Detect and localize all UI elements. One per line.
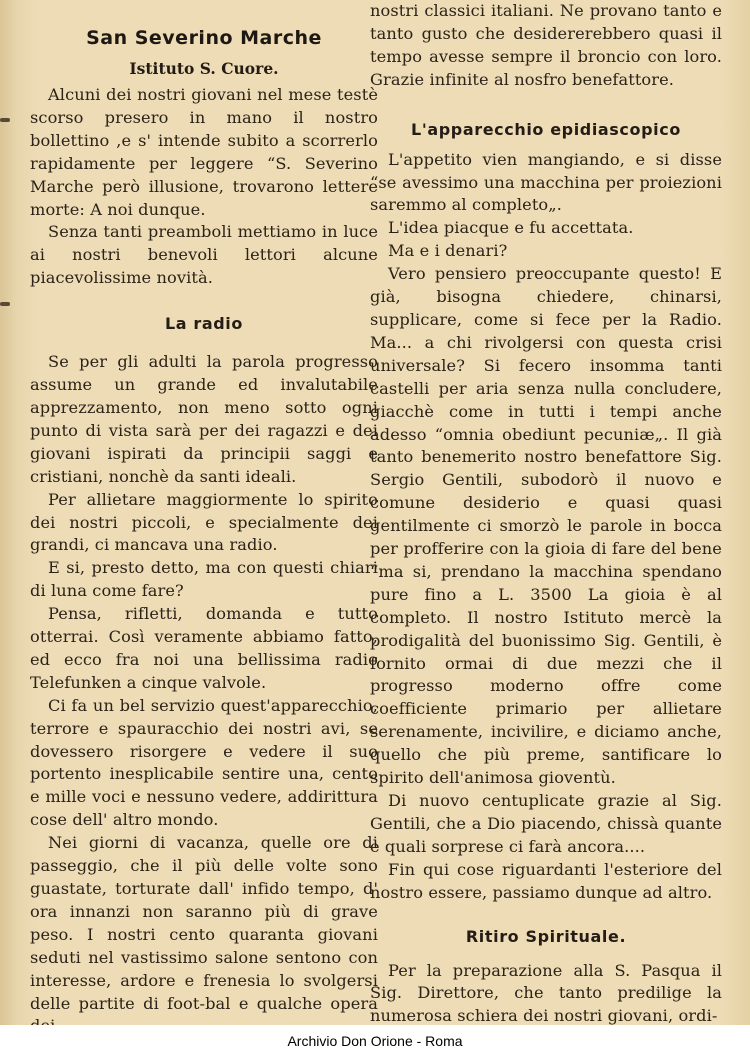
radio-paragraph: Ci fa un bel servizio quest'apparecchio, terrore e spauracchio dei nostri avi, se dovessero risorgere e vedere il suo portento inesplicabile sentire una, cento e mille voci e nessuno vedere, addirittura cose dell' altro mondo.: [30, 695, 378, 830]
radio-paragraph: Nei giorni di vacanza, quelle ore di passeggio, che il più delle volte sono guastate, torturate dall' infido tempo, d' ora innanzi non saranno più di grave peso. I nostri cento quaranta giovani seduti nel vastissimo salone sentono con interesse, ardore e frenesia lo svolgersi delle partite di foot-bal e qualche opera: [30, 833, 378, 1013]
radio-paragraph: Pensa, rifletti, domanda e tutto otterrai. Così veramente abbiamo fatto, ed ecco fra noi una bellissima radio Telefunken a cinque valvole.: [30, 604, 378, 692]
epidiascope-paragraph: L'idea piacque e fu accettata.: [388, 218, 634, 238]
epidiascope-paragraph: L'appetito vien mangiando, e si disse “se avessimo una macchina per proiezioni saremmo al completo„.: [370, 149, 722, 215]
epidiascope-section-title: L'apparecchio epidiascopico: [411, 119, 681, 139]
intro-paragraph: Senza tanti preamboli mettiamo in luce ai nostri benevoli lettori alcune piacevolissime novità.: [30, 222, 378, 288]
epidiascope-paragraph: Fin qui cose riguardanti l'esteriore del nostro essere, passiamo dunque ad altro.: [370, 859, 722, 902]
page-title: San Severino Marche: [86, 27, 322, 49]
radio-continuation: nostri classici italiani. Ne provano tanto e tanto gusto che desidererebbero quasi il tempo avesse sempre il broncio con loro. Grazie infinite al nosfro benefattore.: [370, 1, 722, 89]
epidiascope-paragraph: Di nuovo centuplicate grazie al Sig. Gentili, che a Dio piacendo, chissà quante e quali sorprese ci farà ancora....: [370, 791, 722, 856]
radio-paragraph: Se per gli adulti la parola progresso assume un grande ed invalutabile apprezzamento, non meno sotto ogni punto di vista sarà per dei ragazzi e dei giovani ispirati da principii saggi e cristiani, nonchè da santi ideali.: [30, 352, 378, 486]
epidiascope-paragraph: Ma e i denari?: [388, 241, 508, 261]
intro-paragraph: Alcuni dei nostri giovani nel mese testè scorso presero in mano il nostro bollettino ,e s' intende subito a scorrerlo rapidamente per leggere “S. Severino Marche però illusione, trovarono lettere morte: A noi dunque.: [30, 85, 378, 219]
left-column: [30, 0, 378, 1038]
binding-mark: [0, 302, 10, 306]
institute-subtitle: Istituto S. Cuore.: [129, 59, 279, 78]
retreat-section-title: Ritiro Spirituale.: [465, 926, 627, 946]
retreat-paragraph: Per la preparazione alla S. Pasqua il Sig. Direttore, che tanto predilige la numerosa schiera dei nostri giovani, ordi-: [370, 960, 722, 1026]
right-column: [370, 0, 722, 1028]
radio-paragraph: Per allietare maggiormente lo spirito dei nostri piccoli, e specialmente dei grandi, ci mancava una radio.: [30, 489, 378, 555]
binding-mark: [0, 118, 10, 122]
radio-paragraph: E si, presto detto, ma con questi chiari di luna come fare?: [30, 558, 378, 601]
epidiascope-paragraph: Vero pensiero preoccupante questo! E già, bisogna chiedere, chinarsi, supplicare, come si fece per la Radio. Ma... a chi rivolgersi con questa crisi universale? Si fecero insomma tanti castelli per aria senza nulla concludere, giacchè come in tutti i tempi anche adesso “omnia obediunt pecuniæ„. Il già tanto benemerito nostro benefattore Sig. Sergio Gentili, subodorò il nuovo e comune desiderio e quasi quasi gentilmente ci smorzò le parole in bocca per profferire con la gioia di fare del bene “ma si, prendano la macchina spendano pure fino a L. 3500 La gioia è al completo. Il nostro Istituto mercè la prodigalità del buonissimo Sig. Gentili, è fornito ormai di due mezzi che il progresso moderno offre come coefficiente primario per allietare serenamente, incivilire, e diciamo anche, quello che più preme, santificare lo spirito dell'animosa gioventù.: [370, 264, 722, 788]
radio-section-title: La radio: [165, 314, 243, 334]
archive-footer: Archivio Don Orione - Roma: [0, 1025, 750, 1058]
